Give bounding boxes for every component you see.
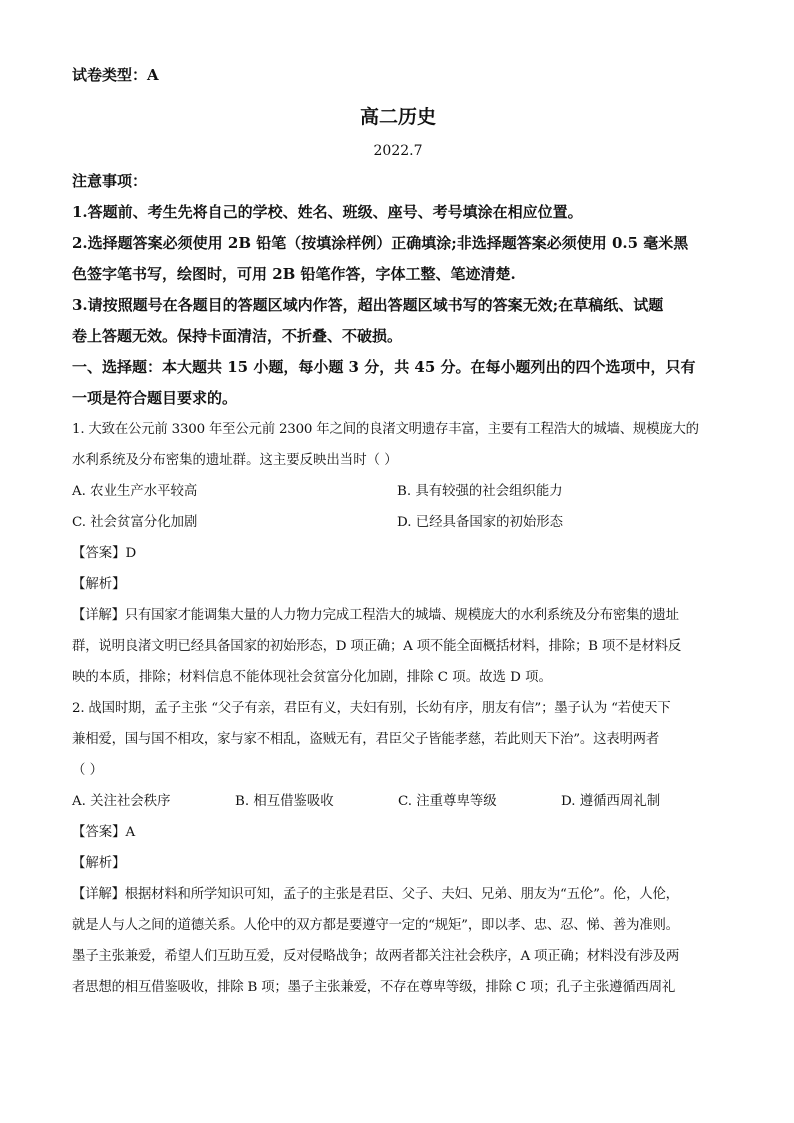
question-stem-line: 兼相爱，国与国不相攻，家与家不相乱，盗贼无有，君臣父子皆能孝慈，若此则天下治”。这表明两者 xyxy=(72,732,660,747)
notice-line: 色签字笔书写，绘图时，可用 2B 铅笔作答，字体工整、笔迹清楚. xyxy=(72,265,516,283)
notice-line: 3.请按照题号在各题目的答题区域内作答，超出答题区域书写的答案无效;在草稿纸、试题 xyxy=(72,296,664,314)
question-stem-line: 水利系统及分布密集的遗址群。这主要反映出当时（ ） xyxy=(72,453,398,468)
option-b: B. 具有较强的社会组织能力 xyxy=(397,484,563,499)
option-row xyxy=(72,786,724,817)
analysis-detail-line: 墨子主张兼爱，希望人们互助互爱，反对侵略战争；故两者都关注社会秩序，A 项正确；材料没有涉及两 xyxy=(72,949,680,964)
notice-section xyxy=(72,166,724,352)
analysis-detail-line: 【详解】根据材料和所学知识可知，孟子的主张是君臣、父子、夫妇、兄弟、朋友为“五伦”。伦，人伦， xyxy=(72,887,679,902)
option-row xyxy=(72,476,724,507)
question-1 xyxy=(72,414,724,693)
notice-line: 2.选择题答案必须使用 2B 铅笔（按填涂样例）正确填涂;非选择题答案必须使用 0.5 毫米黑 xyxy=(72,234,689,252)
analysis-detail-line: 者思想的相互借鉴吸收，排除 B 项；墨子主张兼爱，不存在尊卑等级，排除 C 项；孔子主张遵循西周礼 xyxy=(72,980,676,995)
option-b: B. 相互借鉴吸收 xyxy=(235,794,334,809)
option-row xyxy=(72,507,724,538)
question-2 xyxy=(72,693,724,1003)
option-d: D. 遵循西周礼制 xyxy=(561,794,661,809)
exam-date: 2022.7 xyxy=(373,143,423,159)
document-page xyxy=(72,60,724,1003)
notice-line: 卷上答题无效。保持卡面清洁，不折叠、不破损。 xyxy=(72,327,403,345)
option-c: C. 注重尊卑等级 xyxy=(398,794,497,809)
exam-type-label: 试卷类型：A xyxy=(72,66,159,84)
analysis-detail-line: 映的本质，排除；材料信息不能体现社会贫富分化加剧，排除 C 项。故选 D 项。 xyxy=(72,670,552,685)
analysis-label: 【解析】 xyxy=(72,856,126,871)
option-d: D. 已经具备国家的初始形态 xyxy=(397,515,564,530)
answer-label: 【答案】D xyxy=(72,546,137,561)
option-a: A. 关注社会秩序 xyxy=(72,794,171,809)
answer-label: 【答案】A xyxy=(72,825,136,840)
analysis-detail-line: 就是人与人之间的道德关系。人伦中的双方都是要遵守一定的“规矩”，即以孝、忠、忍、悌、善为准则。 xyxy=(72,918,679,933)
option-a: A. 农业生产水平较高 xyxy=(72,484,198,499)
analysis-label: 【解析】 xyxy=(72,577,126,592)
section-heading-line: 一、选择题：本大题共 15 小题，每小题 3 分，共 45 分。在每小题列出的四个选项中，只有 xyxy=(72,358,696,376)
question-stem-line: 2. 战国时期，孟子主张 “父子有亲，君臣有义，夫妇有别，长幼有序，朋友有信”；墨子认为 “若使天下 xyxy=(72,701,671,716)
analysis-detail-line: 群，说明良渚文明已经具备国家的初始形态，D 项正确；A 项不能全面概括材料，排除；B 项不是材料反 xyxy=(72,639,682,654)
question-stem-line: （ ） xyxy=(72,763,104,778)
analysis-detail-line: 【详解】只有国家才能调集大量的人力物力完成工程浩大的城墙、规模庞大的水利系统及分布密集的遗址 xyxy=(72,608,679,623)
notice-heading: 注意事项： xyxy=(72,172,148,190)
section-heading xyxy=(72,352,724,414)
notice-line: 1.答题前、考生先将自己的学校、姓名、班级、座号、考号填涂在相应位置。 xyxy=(72,203,583,221)
question-stem-line: 1. 大致在公元前 3300 年至公元前 2300 年之间的良渚文明遗存丰富，主要有工程浩大的城墙、规模庞大的 xyxy=(72,422,699,437)
page-title: 高二历史 xyxy=(359,106,436,128)
section-heading-line: 一项是符合题目要求的。 xyxy=(72,389,238,407)
option-c: C. 社会贫富分化加剧 xyxy=(72,515,198,530)
